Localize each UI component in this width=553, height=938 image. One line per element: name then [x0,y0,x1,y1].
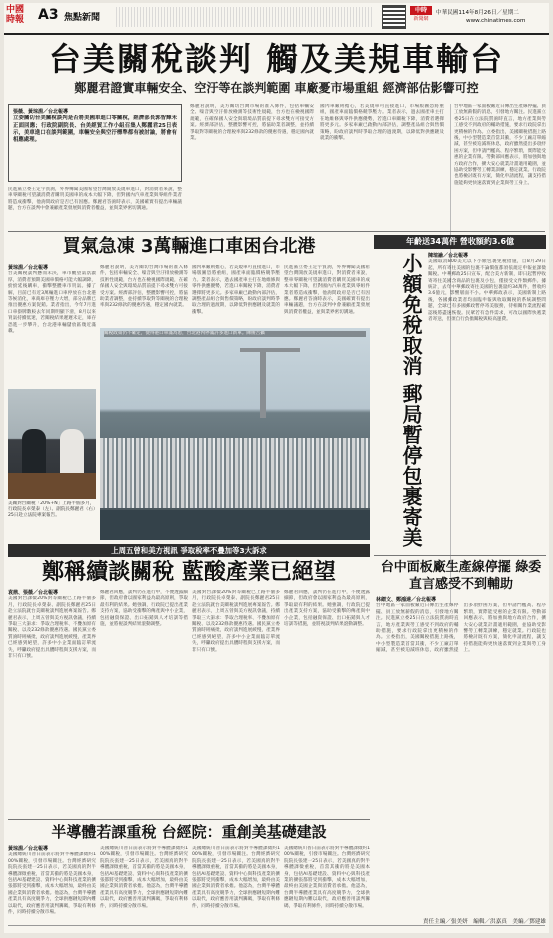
story2-body-col4: 民進黨立委王定宇質詢，外界傳聞美國希望台灣開放美規車進口，對消費者來說，整車零關稅可望讓消費者購買美國車的成本大幅下降，但對國內汽車產業與零組件業者將造成衝擊，他詢問政府是否已有因應。鄭麗君答詢時表示，美國確實有提出車輛議題，台方在談判中會兼顧產業發展與消費者權益，並與業界密切溝通。 [284,265,370,315]
story4-col1 [8,846,96,918]
story3-headline: 鄭稱續談關稅 藍酸產業已絕望 [42,560,336,585]
lead-summary: 立委關切台美關稅談判是否將美國車進口零關稅，經濟部長郭智輝未正面回應；行政院副院長、台美經貿工作小組召集人鄭麗君25日表示，美車進口在談判範圍，車輛安全與空汙標準都有被討論，將會有相應處理。 [13,115,177,144]
story2-byline-block [8,265,96,385]
legislature-photo-caption: 美關對台關稅「20%+N」上路半個多月，行政院長卓榮泰（左）、副院長鄭麗君（右）25日赴立法院專案報告。 [8,501,96,518]
person-right [60,429,84,473]
right-story-body: 美國取消800美元以下小額包裹免稅措施，自8月29日起，所有寄往美國的包裹不論價值都須依規定申報並課徵關稅。中華郵政25日宣布，配合美方新制，即日起暫停收寄寄往美國含商品的包裹及小包，僅接受文件類郵件。據統計，去年中華郵政寄往美國的包裹量約34萬件，營收約3.6億元，影響層面不小。中華郵政表示，美國新制上路後，各國郵政業者均面臨申報與收取關稅的系統調整問題，全球已有多國郵政暫停寄美服務，待相關作業流程確認後將盡速恢復。民眾若有急件需求，可改以國際快遞業者寄送，但須自行負擔關稅與較高運費。 [428,259,546,323]
footer-rule [8,925,545,926]
right-story2-body: 台中地區一家面板廠近日傳出生產線停擺、員工放無薪假的消息，引發地方關注。民進黨立委25日在立法院質詢時直言，地方產業與勞工感受不到政府的輔助措施，要求行政院拿出更積極的作為。立委指出，美國關稅措施上路後，中小型製造業首當其衝，不少工廠訂單縮減，甚至被迫減班休息，政府雖然提出多項紓困方案，但申請門檻高、程序繁瑣，實際能受惠的企業有限。勞動部回應表示，將加強與地方政府合作，擴大安心就業計畫適用範圍，並協助受影響勞工轉業訓練，穩定就業。行政院也將檢討既有方案，簡化申請流程，讓支持措施能夠更快速落實到企業與勞工身上。 [376,603,546,654]
story2-headline: 買氣急凍 3萬輛進口車困台北港 [62,236,316,257]
person-left [22,429,46,473]
story4-byline: 黃琮淵／台北報導 [8,846,49,852]
right-section-rule [374,555,546,556]
right-story2-byline: 林縉文、鄭鴻達／台北報導 [376,597,437,603]
right-story2-headline: 台中面板廠生產線停擺 綠委直言感受不到輔助 [380,560,542,592]
lead-headline: 台美關稅談判 觸及美規車輸台 [48,40,505,78]
masthead [4,3,549,33]
story4-rule [8,819,370,820]
story3-kicker-bar [8,544,370,557]
podium [8,473,96,499]
story2-byline: 黃琮淵／台北報導 [8,265,49,271]
story2-body-col2: 鄭麗君說明，美方關切台灣市場的准入條件，包括車輛安全、噪音與空汙排放檢測等技術性規範，台方也在檢視國際規範，在確保國人安全與環境品質前提下尋求雙方可接受方案。經濟部評估，整體影響可控，將協助業者調整，並持續爭取對等關稅的合理稅率與232條款的優惠待遇，穩定國內就業。 [100,265,188,309]
section-name: 焦點新聞 [64,13,101,23]
story3-col4: 鄭麗君回應，談判仍在進行中，不便透露細節，但政府會以國家利益為最高原則，爭取最有利的結果。她強調，行政院已提出產業支持方案，協助受衝擊的傳產與中小企業，包括融資保證、出口拓銷與人才培訓等措施，並將視談判結果滾動調整。 [284,590,370,628]
story3-col1 [8,590,96,816]
right-story-byline: 陳瑄諭／台北報導 [428,253,469,259]
right-banner [374,235,546,249]
photo-cars [100,438,370,508]
legislature-photo [8,389,96,499]
story3-col2: 鄭麗君回應，談判仍在進行中，不便透露細節，但政府會以國家利益為最高原則，爭取最有利的結果。她強調，行政院已提出產業支持方案，協助受衝擊的傳產與中小企業，包括融資保證、出口拓銷與人才培訓等措施，並將視談判結果滾動調整。 [100,590,188,628]
qr-code-icon[interactable] [382,5,406,29]
masthead-rule [4,33,549,35]
story4-col4: 美國總統川普日前表示將對半導體課徵約100%關稅，引發市場關注。台灣經濟研究院院長張建一25日表示，若美國真的對半導體課徵重稅，首當其衝的將是美國本身，包括AI基礎建設、資料中心與科技產業的擴張都將受到衝擊，成本大幅增加，最終由美國企業與消費者承擔。他認為，台灣半導體產業具有高度競爭力，全球供應鏈短期內難以取代，政府應善用談判籌碼，爭取有利條件，同時持續分散市場。 [284,846,370,909]
right-top-body: 台中地區一家面板廠近日傳出生產線停擺、員工放無薪假的消息，引發地方關注。民進黨立委25日在立法院質詢時直言，地方產業與勞工感受不到政府的輔助措施，要求行政院拿出更積極的作為。立委指出，美國關稅措施上路後，中小型製造業首當其衝，不少工廠訂單縮減，甚至被迫減班休息，政府雖然提出多項紓困方案，但申請門檻高、程序繁瑣，實際能受惠的企業有限。勞動部回應表示，將加強與地方政府合作，擴大安心就業計畫適用範圍，並協助受影響勞工轉業訓練，穩定就業。行政院也將檢討既有方案，簡化申請流程，讓支持措施能夠更快速落實到企業與勞工身上。 [454,104,546,186]
story3-col3: 美國對台課徵20%對等關稅已上路半個多月，行政院長卓榮泰、副院長鄭麗君25日赴立法院就台美關稅談判進展專案報告。鄭麗君表示，上周五曾與美方視訊會議，持續爭取三大訴求：爭取合理稅率、不疊加原有關稅、以及232條款優惠待遇。國民黨立委質詢時則痛批，政府談判進展緩慢，產業界已經感到絕望，許多中小企業面臨訂單流失，呼籲政府提出具體時程與支援方案，而非只有口號。 [192,590,280,653]
photo-crane [260,348,266,418]
right-story-block [428,253,546,553]
lead-subhead: 鄭麗君證實車輛安全、空汙等在談判範圍 車廠憂市場重組 經濟部估影響可控 [74,81,479,95]
newspaper-page [4,3,549,933]
right-vertical-headline: 小額免稅取消 郵局暫停包裹寄美 [399,253,423,548]
story2-body: 台美關稅談判懸而未決，車市觀望氣氛濃厚，消費者預期美國車價格可能大幅調降，紛紛延後購車，衝擊整體車市買氣。據了解，目前已有近3萬輛進口車停放在台北港等候消化，車商庫存壓力大增，部分品牌已推出優惠方案促銷。業者指出，今年7月進口車掛牌數較去年同期明顯下滑，8月以來買氣持續低迷，若關稅結果遲遲未定，庫存恐進一步攀升，台北港車輛儲放區幾近滿載。 [8,271,96,335]
right-banner-text: 年齡送34萬件 營收額約3.6億 [405,237,515,246]
chinatimes-stamp [410,6,432,28]
story4-col2: 美國總統川普日前表示將對半導體課徵約100%關稅，引發市場關注。台灣經濟研究院院長張建一25日表示，若美國真的對半導體課徵重稅，首當其衝的將是美國本身，包括AI基礎建設、資料中心與科技產業的擴張都將受到衝擊，成本大幅增加，最終由美國企業與消費者承擔。他認為，台灣半導體產業具有高度競爭力，全球供應鏈短期內難以取代，政府應善用談判籌碼，爭取有利條件，同時持續分散市場。 [100,846,188,909]
logo-text-bottom: 時報 [6,15,25,25]
lead-byline: 張薇、黃琮淵／台北報導 [13,109,69,115]
lead-body-right: 國內車廠則擔心，若美規車可直接進口，市場版圖恐將重組，國產車面臨價格競爭壓力。業者表示，過去國產車主打在地維修與零件供應優勢，若進口車關稅下降，消費者選擇將更多元。多家車廠已啟動內部評估，調整產品組合與售價策略，盼政府談判時爭取合理的過渡期，以降低對供應鏈及就業的衝擊。 [320,104,444,142]
right-story2-block [376,597,546,907]
story3-kicker: 上周五曾和美方視訊 爭取稅率不疊加等3大訴求 [111,546,267,555]
mid-rule [8,231,545,232]
story4-headline: 半導體若課重稅 台經院：重創美基礎建設 [51,823,327,841]
photo-water [100,510,370,540]
story3-byline: 袁鼎、張薇／台北報導 [8,590,59,596]
port-photo [100,328,370,540]
photo-crane-arm [240,348,300,352]
story2-body-col3: 國內車廠則擔心，若美規車可直接進口，市場版圖恐將重組，國產車面臨價格競爭壓力。業者表示，過去國產車主打在地維修與零件供應優勢，若進口車關稅下降，消費者選擇將更多元。多家車廠已啟動內部評估，調整產品組合與售價策略，盼政府談判時爭取合理的過渡期，以降低對供應鏈及就業的衝擊。 [192,265,280,315]
lead-body-mid: 鄭麗君說明，美方關切台灣市場的准入條件，包括車輛安全、噪音與空汙排放檢測等技術性規範，台方也在檢視國際規範，在確保國人安全與環境品質前提下尋求雙方可接受方案。經濟部評估，整體影響可控，將協助業者調整，並持續爭取對等關稅的合理稅率與232條款的優惠待遇，穩定國內就業。 [190,104,314,142]
right-top-block [454,104,546,228]
stamp-subtext: 新聞網 [413,16,429,22]
lead-summary-box [8,104,182,182]
lead-body-left: 民進黨立委王定宇質詢，外界傳聞美國希望台灣開放美規車進口，對消費者來說，整車零關稅可望讓消費者購買美國車的成本大幅下降，但對國內汽車產業與零組件業者將造成衝擊，他詢問政府是否已有因應。鄭麗君答詢時表示，美國確實有提出車輛議題，台方在談判中會兼顧產業發展與消費者權益，並與業界密切溝通。 [8,187,182,212]
story3-body: 美國對台課徵20%對等關稅已上路半個多月，行政院長卓榮泰、副院長鄭麗君25日赴立法院就台美關稅談判進展專案報告。鄭麗君表示，上周五曾與美方視訊會議，持續爭取三大訴求：爭取合理稅率、不疊加原有關稅、以及232條款優惠待遇。國民黨立委質詢時則痛批，政府談判進展緩慢，產業界已經感到絕望，許多中小企業面臨訂單流失，呼籲政府提出具體時程與支援方案，而非只有口號。 [8,596,96,660]
stamp-text: 中時 [410,6,432,15]
logo-text-top: 中國 [6,5,25,15]
story4-col3: 美國總統川普日前表示將對半導體課徵約100%關稅，引發市場關注。台灣經濟研究院院長張建一25日表示，若美國真的對半導體課徵重稅，首當其衝的將是美國本身，包括AI基礎建設、資料中心與科技產業的擴張都將受到衝擊，成本大幅增加，最終由美國企業與消費者承擔。他認為，台灣半導體產業具有高度競爭力，全球供應鏈短期內難以取代，政府應善用談判籌碼，爭取有利條件，同時持續分散市場。 [192,846,280,909]
photo-caption: 關稅政策仍不確定，使得港口車滿為患，台北港內停滿許多進口新車。陳俊吉攝 [104,331,366,337]
website-url[interactable]: www.chinatimes.com [466,18,526,24]
zebra-divider [116,7,374,27]
page-number: A3 [38,7,59,23]
issue-date: 中華民國114年8月26日／星期二 [436,10,519,16]
china-times-logo-icon [6,5,32,29]
story4-body: 美國總統川普日前表示將對半導體課徵約100%關稅，引發市場關注。台灣經濟研究院院長張建一25日表示，若美國真的對半導體課徵重稅，首當其衝的將是美國本身，包括AI基礎建設、資料中心與科技產業的擴張都將受到衝擊，成本大幅增加，最終由美國企業與消費者承擔。他認為，台灣半導體產業具有高度競爭力，全球供應鏈短期內難以取代，政府應善用談判籌碼，爭取有利條件，同時持續分散市場。 [8,852,96,916]
footer-editors: 責任主編／張美妍 編輯／洪嘉真 美編／鄧建雄 [422,919,546,925]
